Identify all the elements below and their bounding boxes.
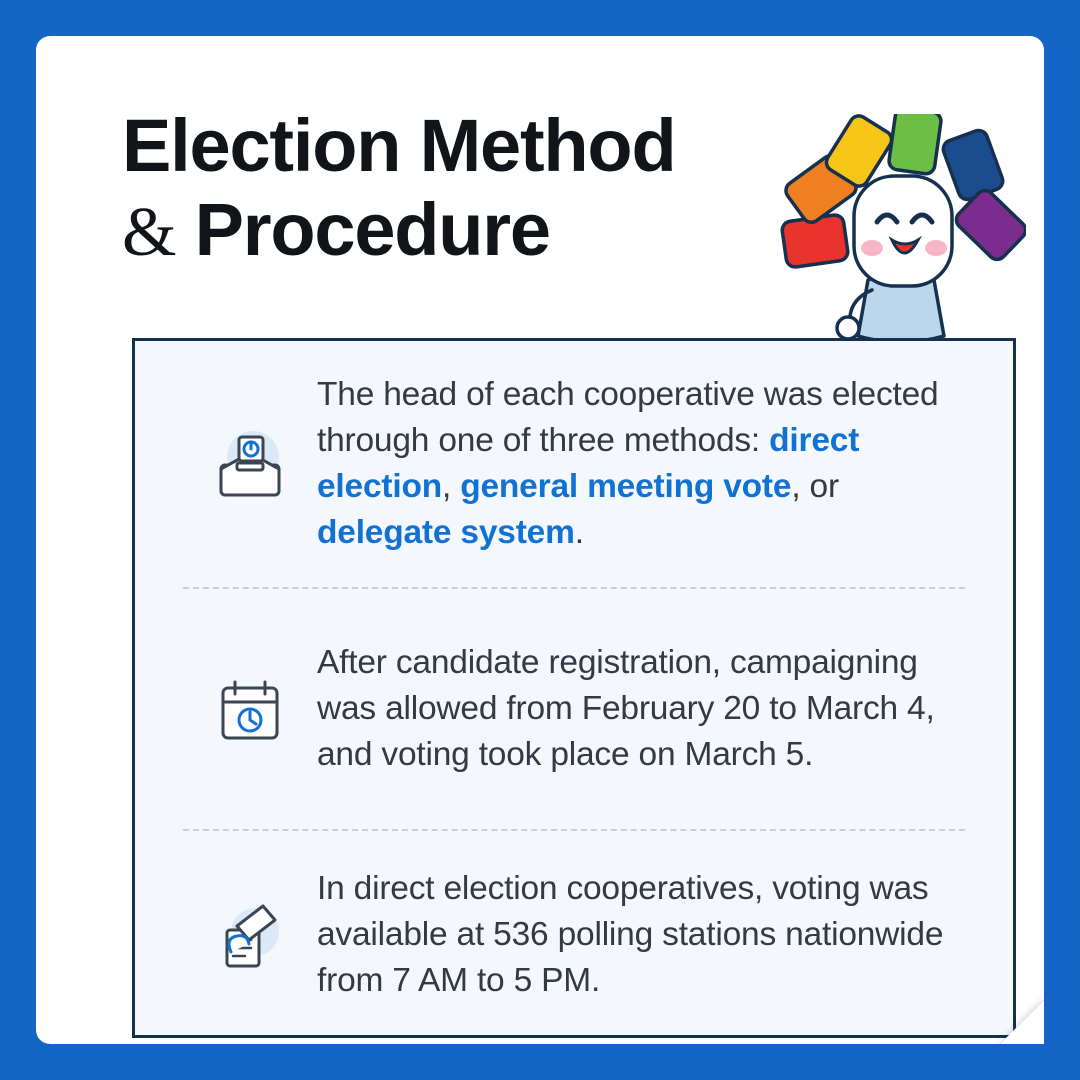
- text-segment: , or: [791, 468, 839, 505]
- mascot: [776, 114, 1026, 344]
- title-line-2-text: Procedure: [194, 187, 550, 271]
- title-line-2: [122, 188, 762, 272]
- list-item: [135, 589, 1013, 829]
- highlight-direct-election: direct election: [317, 422, 860, 505]
- calendar-clock-icon: [191, 666, 309, 752]
- highlight-delegate-system: delegate system: [317, 513, 575, 551]
- list-item-text: After candidate registration, campaigning was allowed from February 20 to March 4, and voting took place on March 5.: [317, 644, 935, 773]
- list-item-text: In direct election cooperatives, voting was available at 536 polling stations nationwide from 7 AM to 5 PM.: [317, 870, 944, 999]
- info-panel: [132, 338, 1016, 1038]
- page-title: [122, 104, 762, 272]
- ampersand: &: [122, 193, 176, 271]
- ballot-box-icon: [191, 421, 309, 507]
- content-card: [36, 36, 1044, 1044]
- text-segment: .: [574, 513, 584, 551]
- corner-fold: [1000, 1000, 1044, 1044]
- list-item-text: [309, 372, 973, 556]
- list-item: [135, 341, 1013, 587]
- highlight-general-meeting-vote: general meeting vote: [460, 468, 792, 505]
- hand-ballot-icon: [191, 892, 309, 978]
- text-segment: ,: [442, 468, 461, 505]
- text-segment: The head of each cooperative was elected through one of three methods:: [317, 376, 939, 460]
- list-item: [135, 831, 1013, 1039]
- title-line-1: Election Method: [122, 104, 676, 187]
